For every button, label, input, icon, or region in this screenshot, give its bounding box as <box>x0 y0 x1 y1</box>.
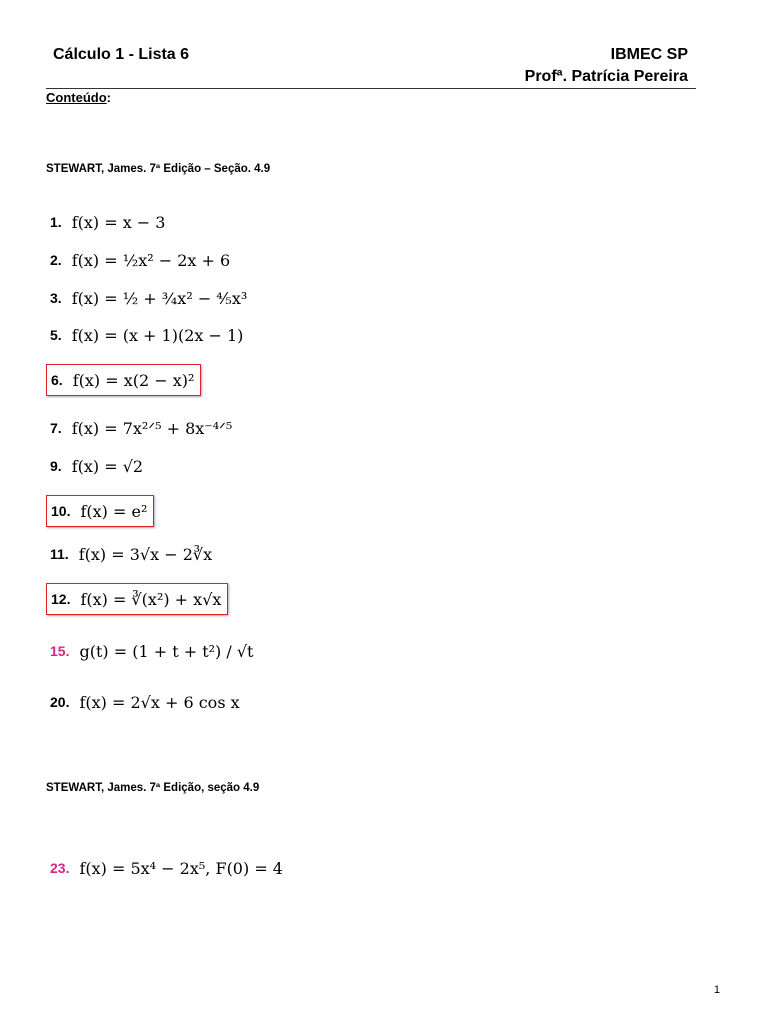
exercise-number: 9. <box>50 458 62 474</box>
institution-name: IBMEC SP <box>610 46 688 63</box>
exercise-item <box>50 209 165 235</box>
exercise-number: 5. <box>50 327 62 343</box>
exercise-number: 20. <box>50 694 70 710</box>
exercise-number: 15. <box>50 643 70 659</box>
exercise-item <box>50 638 253 664</box>
exercise-item-boxed <box>46 583 228 615</box>
exercise-number: 1. <box>50 214 62 230</box>
exercise-item <box>50 855 283 881</box>
exercise-item-boxed <box>46 364 201 396</box>
header-rule <box>46 88 696 89</box>
exercise-item <box>50 285 247 311</box>
section-source: STEWART, James. 7ª Edição, seção 4.9 <box>46 782 260 794</box>
exercise-expression: f(x) = e² <box>80 501 148 521</box>
document-title: Cálculo 1 - Lista 6 <box>53 46 190 63</box>
exercise-number: 2. <box>50 252 62 268</box>
exercise-item <box>50 322 243 348</box>
exercise-number: 10. <box>51 503 71 519</box>
professor-name: Profª. Patrícia Pereira <box>524 68 688 85</box>
exercise-number: 11. <box>50 546 69 562</box>
exercise-expression: f(x) = ∛(x²) + x√x <box>80 589 222 609</box>
exercise-expression: f(x) = √2 <box>71 456 144 476</box>
exercise-item <box>50 247 230 273</box>
section-source: STEWART, James. 7ª Edição – Seção. 4.9 <box>46 163 271 175</box>
exercise-item <box>50 541 212 567</box>
exercise-expression: f(x) = 3√x − 2∛x <box>78 544 213 564</box>
exercise-number: 6. <box>51 372 63 388</box>
exercise-number: 3. <box>50 290 62 306</box>
exercise-expression: f(x) = 7x²ᐟ⁵ + 8x⁻⁴ᐟ⁵ <box>71 418 233 438</box>
exercise-item <box>50 415 232 441</box>
contents-label: Conteúdo <box>46 90 107 105</box>
exercise-number: 12. <box>51 591 71 607</box>
exercise-expression: f(x) = 5x⁴ − 2x⁵, F(0) = 4 <box>79 858 283 878</box>
exercise-number: 23. <box>50 860 70 876</box>
exercise-expression: f(x) = (x + 1)(2x − 1) <box>71 325 244 345</box>
exercise-expression: f(x) = ½x² − 2x + 6 <box>71 250 231 270</box>
exercise-expression: f(x) = 2√x + 6 cos x <box>79 692 240 712</box>
exercise-expression: f(x) = x(2 − x)² <box>72 370 195 390</box>
exercise-number: 7. <box>50 420 62 436</box>
exercise-item <box>50 689 240 715</box>
exercise-expression: f(x) = x − 3 <box>71 212 166 232</box>
contents-heading: Conteúdo: <box>46 90 111 105</box>
exercise-expression: g(t) = (1 + t + t²) / √t <box>79 641 254 661</box>
exercise-item <box>50 453 143 479</box>
exercise-item-boxed <box>46 495 154 527</box>
page-number: 1 <box>713 984 720 996</box>
exercise-expression: f(x) = ½ + ¾x² − ⅘x³ <box>71 288 248 308</box>
